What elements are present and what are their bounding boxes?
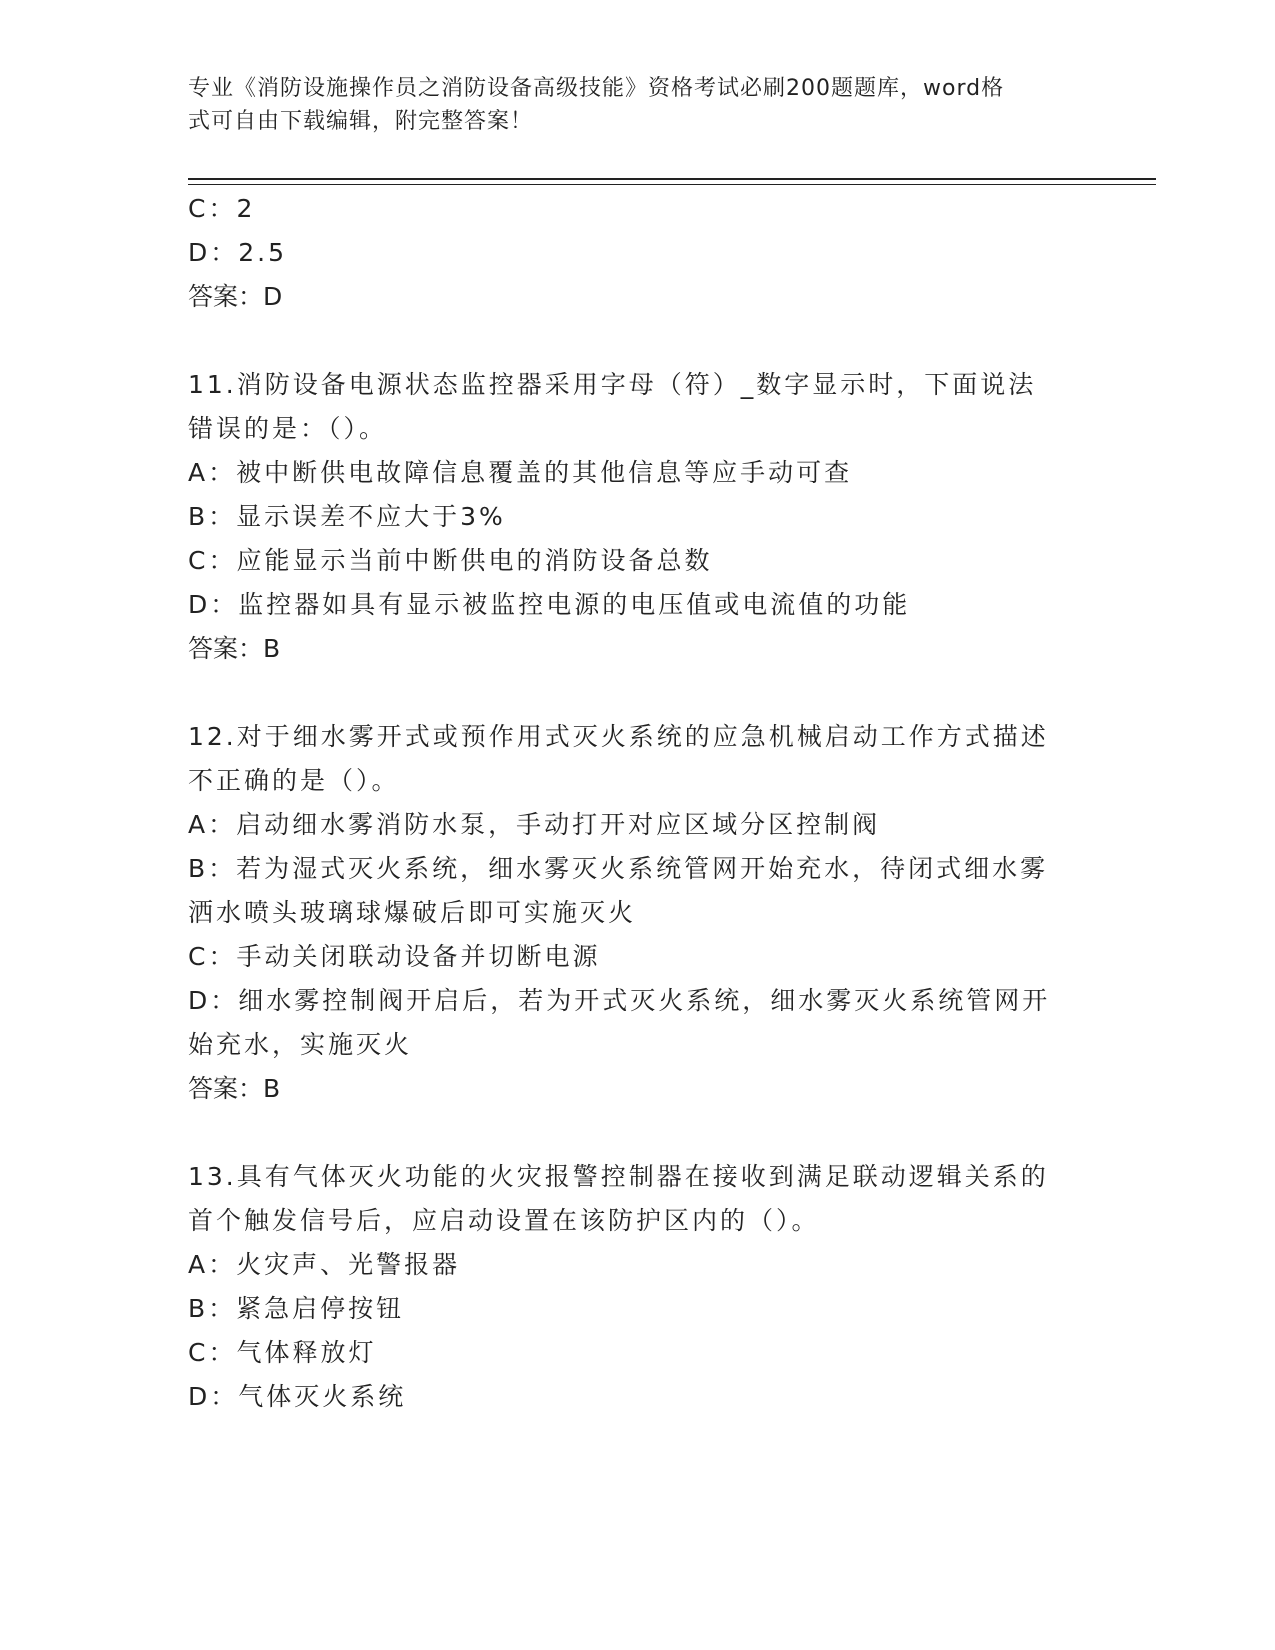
q12-option-d-line-2: 始充水，实施灭火: [188, 1030, 413, 1059]
prev-option-d: D：2.5: [188, 238, 288, 267]
q11-option-c: C：应能显示当前中断供电的消防设备总数: [188, 546, 713, 575]
header-rule-thin: [188, 184, 1156, 185]
q11-option-a: A：被中断供电故障信息覆盖的其他信息等应手动可查: [188, 458, 853, 487]
prev-option-c: C：2: [188, 194, 256, 223]
q13-stem-line-1: 13.具有气体灭火功能的火灾报警控制器在接收到满足联动逻辑关系的: [188, 1162, 1049, 1191]
header-line-2: 式可自由下载编辑，附完整答案！: [188, 109, 534, 134]
q11-stem-line-2: 错误的是：（）。: [188, 414, 388, 443]
q12-option-d-line-1: D：细水雾控制阀开启后，若为开式灭火系统，细水雾灭火系统管网开: [188, 986, 1051, 1015]
q11-option-b: B：显示误差不应大于3%: [188, 502, 506, 531]
prev-answer: 答案：D: [188, 282, 283, 311]
q12-stem-line-1: 12.对于细水雾开式或预作用式灭火系统的应急机械启动工作方式描述: [188, 722, 1049, 751]
q13-option-c: C：气体释放灯: [188, 1338, 377, 1367]
q13-option-d: D：气体灭火系统: [188, 1382, 407, 1411]
q12-stem-line-2: 不正确的是（）。: [188, 766, 400, 795]
q12-option-b-line-1: B：若为湿式灭火系统，细水雾灭火系统管网开始充水，待闭式细水雾: [188, 854, 1049, 883]
q13-option-a: A：火灾声、光警报器: [188, 1250, 461, 1279]
q11-stem-line-1: 11.消防设备电源状态监控器采用字母（符）_数字显示时，下面说法: [188, 370, 1037, 399]
q12-option-b-line-2: 洒水喷头玻璃球爆破后即可实施灭火: [188, 898, 637, 927]
q11-answer: 答案：B: [188, 634, 281, 663]
q11-option-d: D：监控器如具有显示被监控电源的电压值或电流值的功能: [188, 590, 911, 619]
document-header: [188, 72, 1068, 138]
header-line-1: 专业《消防设施操作员之消防设备高级技能》资格考试必刷200题题库，word格: [188, 76, 1005, 101]
header-rule-thick: [188, 178, 1156, 180]
q12-option-c: C：手动关闭联动设备并切断电源: [188, 942, 601, 971]
q13-option-b: B：紧急启停按钮: [188, 1294, 405, 1323]
q13-stem-line-2: 首个触发信号后，应启动设置在该防护区内的（）。: [188, 1206, 820, 1235]
q12-option-a: A：启动细水雾消防水泵，手动打开对应区域分区控制阀: [188, 810, 881, 839]
q12-answer: 答案：B: [188, 1074, 281, 1103]
